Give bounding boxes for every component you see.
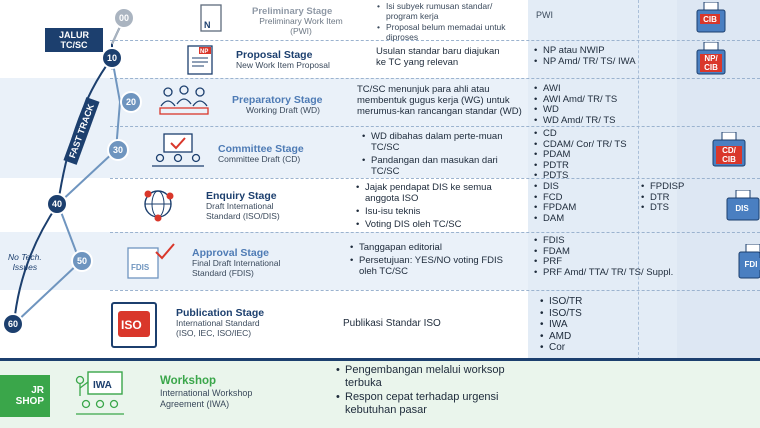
stage-title-preliminary: Preliminary Stage	[252, 6, 333, 17]
stage-docs-committee	[534, 129, 627, 182]
stage-desc-preliminary	[377, 2, 517, 44]
stage-subtitle-preliminary: Preliminary Work Item (PWI)	[259, 16, 343, 36]
stage-node-40: 40	[46, 193, 68, 215]
stage-node-10: 10	[101, 47, 123, 69]
fdis-document-icon	[126, 240, 178, 282]
stage-title-approval: Approval Stage	[192, 247, 270, 259]
doc-item: • FDAM	[534, 247, 674, 258]
doc-item: • FPDISP	[641, 182, 684, 193]
svg-text:N: N	[204, 20, 211, 30]
desc-item: • Voting DIS oleh TC/SC	[356, 219, 516, 230]
stage-subtitle-workshop: International Workshop Agreement (IWA)	[160, 388, 253, 409]
doc-item: • CD	[534, 129, 627, 140]
doc-item: • PRF Amd/ TTA/ TR/ TS/ Suppl.	[534, 268, 674, 279]
stage-subtitle-approval: Final Draft International Standard (FDIS)	[192, 258, 281, 278]
doc-item: • NP atau NWIP	[534, 46, 636, 57]
svg-text:NP: NP	[200, 49, 209, 55]
stage-node-50: 50	[71, 250, 93, 272]
stage-docs-publication	[540, 296, 582, 354]
stage-docs-enquiry-extra	[641, 182, 684, 214]
badge-enquiry: DIS	[730, 202, 754, 214]
stage-docs-preliminary: PWI	[536, 10, 553, 20]
doc-item: • FCD	[534, 193, 576, 204]
iso-logo-icon	[110, 301, 158, 349]
svg-text:FDIS: FDIS	[131, 263, 150, 272]
document-icon	[200, 4, 222, 32]
doc-item: • DTS	[641, 203, 684, 214]
desc-item: • Respon cepat terhadap urgensi kebutuhan pasar	[336, 391, 521, 416]
enquiry-globe-icon	[136, 184, 180, 226]
doc-item: • IWA	[540, 319, 582, 331]
stage-subtitle-proposal: New Work Item Proposal	[236, 60, 330, 70]
doc-item: • FDIS	[534, 236, 674, 247]
stage-title-proposal: Proposal Stage	[236, 49, 313, 61]
stage-desc-approval	[350, 242, 520, 279]
stage-node-00: 00	[113, 7, 135, 29]
stage-desc-preparatory: TC/SC menunjuk para ahli atau membentuk gugus kerja (WG) untuk merumus-kan rancangan standar (WD)	[357, 84, 522, 117]
doc-item: • AMD	[540, 331, 582, 343]
working-group-icon	[156, 84, 212, 120]
doc-item: • Cor	[540, 342, 582, 354]
doc-item: • DIS	[534, 182, 576, 193]
desc-item: • Pengembangan melalui worksop terbuka	[336, 364, 521, 389]
doc-item: • ISO/TR	[540, 296, 582, 308]
badge-proposal: NP/ CIB	[700, 54, 722, 72]
stage-docs-approval	[534, 236, 674, 278]
jalur-tc-sc-label: JALUR TC/SC	[45, 28, 103, 52]
np-document-icon	[186, 44, 216, 76]
fast-track-label: FAST TRACK	[63, 97, 99, 165]
separator	[110, 232, 760, 233]
separator	[110, 290, 760, 291]
stage-desc-proposal: Usulan standar baru diajukan ke TC yang relevan	[376, 46, 500, 68]
stage-desc-workshop	[336, 364, 521, 418]
separator	[110, 126, 760, 127]
stage-title-publication: Publication Stage	[176, 307, 265, 319]
stage-desc-publication: Publikasi Standar ISO	[343, 318, 441, 329]
desc-item: • Persetujuan: YES/NO voting FDIS oleh TC/SC	[350, 255, 520, 277]
stage-title-workshop: Workshop	[160, 375, 217, 387]
doc-item: • FPDAM	[534, 203, 576, 214]
stage-subtitle-preparatory: Working Draft (WD)	[246, 105, 320, 115]
badge-preliminary: CIB	[700, 14, 720, 24]
desc-item: • WD dibahas dalam perte-muan TC/SC	[362, 131, 522, 153]
svg-text:ISO: ISO	[121, 318, 142, 332]
stage-node-20: 20	[120, 91, 142, 113]
stage-docs-enquiry	[534, 182, 576, 224]
workshop-icon	[72, 368, 128, 418]
doc-item: • AWI	[534, 84, 617, 95]
doc-item: • DTR	[641, 193, 684, 204]
stage-desc-committee	[362, 131, 522, 179]
badge-committee: CD/ CIB	[716, 146, 742, 164]
stage-title-enquiry: Enquiry Stage	[206, 190, 277, 202]
doc-item: • PDAM	[534, 150, 627, 161]
doc-item: • PDTS	[534, 171, 627, 182]
doc-item: • WD	[534, 105, 617, 116]
stage-subtitle-publication: International Standard (ISO, IEC, ISO/IEC)	[176, 318, 260, 338]
desc-item: • Proposal belum memadai untuk diproses	[377, 23, 517, 42]
no-tech-issues-label: No Tech. Issues	[8, 252, 42, 272]
documents-divider	[638, 0, 639, 360]
doc-item: • ISO/TS	[540, 308, 582, 320]
separator	[110, 78, 760, 79]
stage-subtitle-committee: Committee Draft (CD)	[218, 154, 301, 164]
desc-item: • Isi subyek rumusan standar/ program kerja	[377, 2, 517, 21]
desc-item: • Isu-isu teknis	[356, 206, 516, 217]
desc-item: • Jajak pendapat DIS ke semua anggota ISO	[356, 182, 516, 204]
desc-item: • Tanggapan editorial	[350, 242, 520, 253]
stage-node-60: 60	[2, 313, 24, 335]
stage-title-committee: Committee Stage	[218, 143, 304, 155]
stage-node-30: 30	[107, 139, 129, 161]
stage-desc-enquiry	[356, 182, 516, 232]
workshop-tab: JR SHOP	[0, 375, 50, 417]
committee-icon	[150, 132, 206, 170]
doc-item: • NP Amd/ TR/ TS/ IWA	[534, 57, 636, 68]
stage-docs-proposal	[534, 46, 636, 67]
stage-docs-preparatory	[534, 84, 617, 126]
stage-subtitle-enquiry: Draft International Standard (ISO/DIS)	[206, 201, 280, 221]
doc-item: • PRF	[534, 257, 674, 268]
doc-item: • CDAM/ Cor/ TR/ TS	[534, 140, 627, 151]
doc-item: • AWI Amd/ TR/ TS	[534, 95, 617, 106]
desc-item: • Pandangan dan masukan dari TC/SC	[362, 155, 522, 177]
doc-item: • WD Amd/ TR/ TS	[534, 116, 617, 127]
stage-title-preparatory: Preparatory Stage	[232, 94, 323, 106]
svg-text:IWA: IWA	[93, 380, 112, 391]
badge-approval: FDI	[742, 258, 760, 270]
doc-item: • DAM	[534, 214, 576, 225]
doc-item: • PDTR	[534, 161, 627, 172]
